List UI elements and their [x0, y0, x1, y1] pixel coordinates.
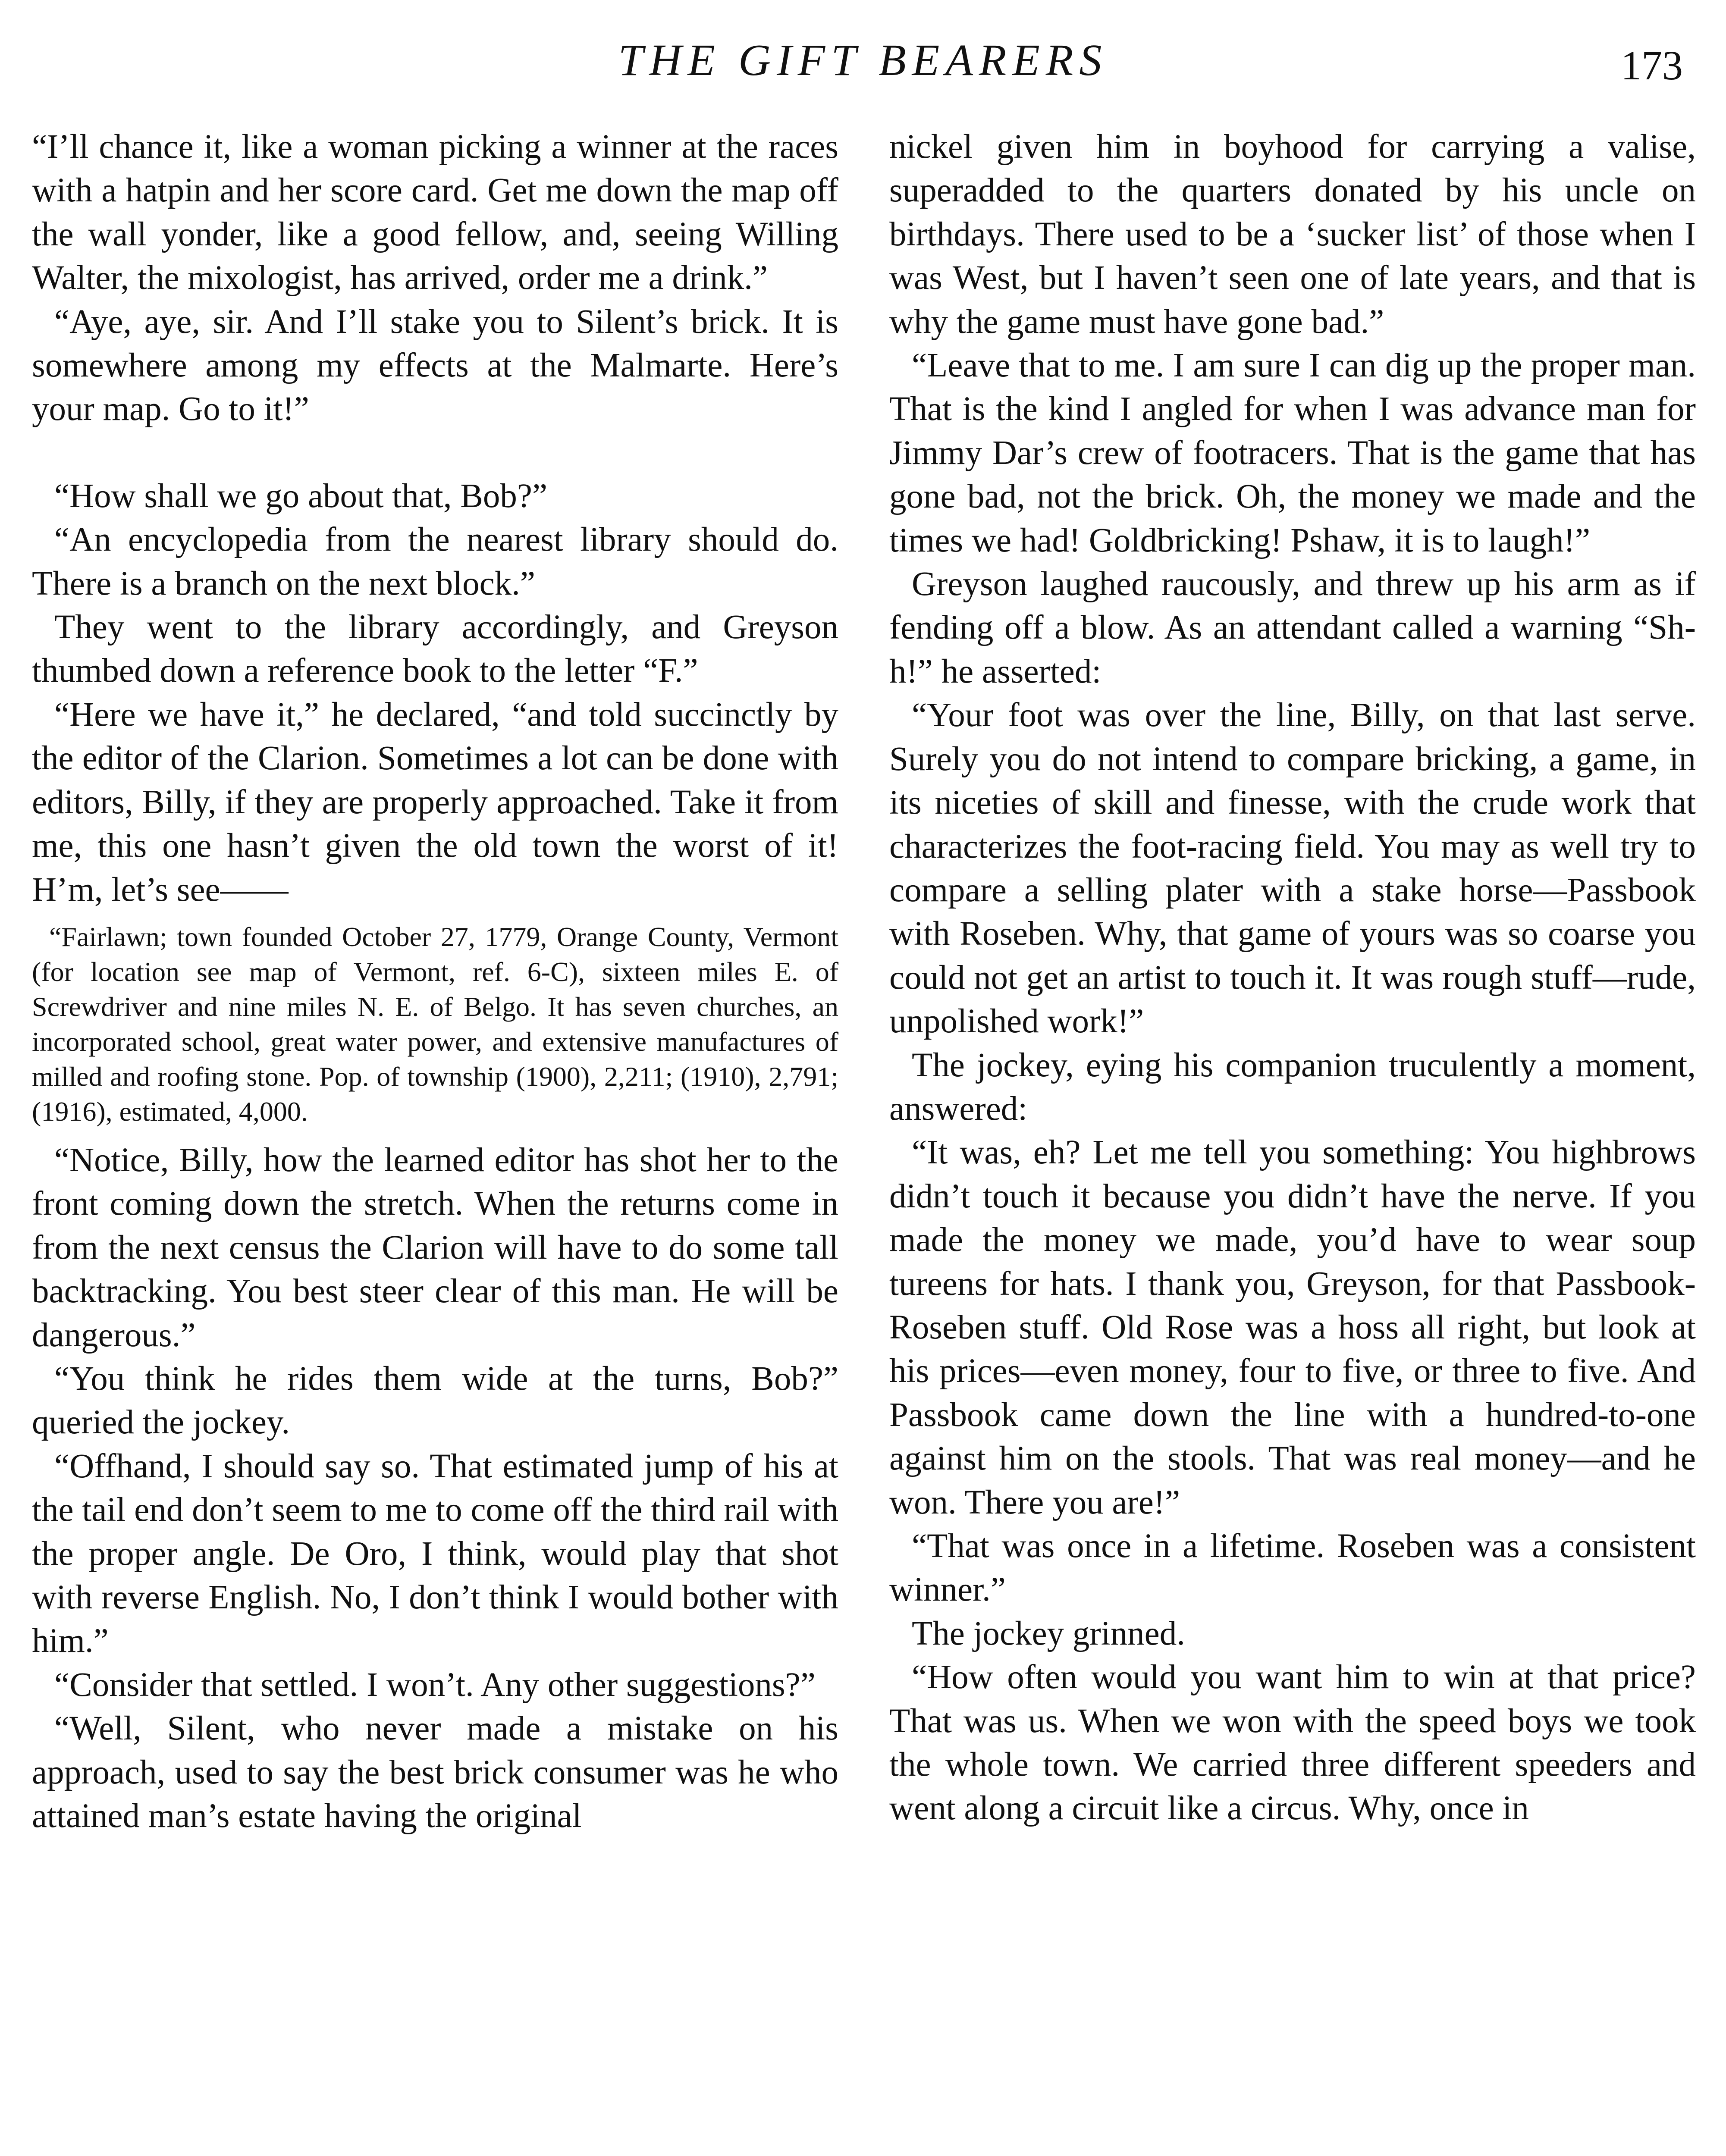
paragraph: “Here we have it,” he declared, “and told succinctly by the editor of the Clarion. Sometimes a lot can be done with editors, Billy, if they are properly approached. Take it from me, this one hasn’t given the old town the worst of it! H’m, let’s see——: [32, 696, 838, 909]
paragraph: “Leave that to me. I am sure I can dig up the proper man. That is the kind I angled for when I was advance man for Jimmy Dar’s crew of footracers. That is the game that has gone bad, not the brick. Oh, the money we made and the times we had! Goldbricking! Pshaw, it is to laugh!”: [889, 347, 1696, 559]
paragraph: “It was, eh? Let me tell you something: You highbrows didn’t touch it because you didn’t have the nerve. If you made the money we made, you’d have to wear soup tureens for hats. I thank you, Greyson, for that Passbook-Roseben stuff. Old Rose was a hoss all right, but look at his prices—even money, four to five, or three to five. And Passbook came down the line with a hundred-to-one against him on the stools. That was real money—and he won. There you are!”: [889, 1134, 1696, 1521]
paragraph: “That was once in a lifetime. Roseben was a consistent winner.”: [889, 1527, 1696, 1609]
paragraph: “You think he rides them wide at the turns, Bob?” queried the jockey.: [32, 1360, 838, 1442]
paragraph: The jockey, eying his companion truculently a moment, answered:: [889, 1046, 1696, 1128]
right-column: [889, 125, 1696, 1830]
paragraph: “I’ll chance it, like a woman picking a winner at the races with a hatpin and her score card. Get me down the map off the wall yonder, like a good fellow, and, seeing Willing Walter, the mixologist, has arrived, order me a drink.”: [32, 128, 838, 297]
left-column: [32, 125, 838, 1838]
paragraph: They went to the library accordingly, and Greyson thumbed down a reference book to the letter “F.”: [32, 608, 838, 690]
paragraph: Greyson laughed raucously, and threw up his arm as if fending off a blow. As an attendant called a warning “Sh-h!” he asserted:: [889, 565, 1696, 690]
paragraph: “How shall we go about that, Bob?”: [54, 477, 548, 515]
paragraph: “Notice, Billy, how the learned editor has shot her to the front coming down the stretch. When the returns come in from the next census the Clarion will have to do some tall backtracking. You best steer clear of this man. He will be dangerous.”: [32, 1141, 838, 1354]
paragraph: The jockey grinned.: [912, 1614, 1185, 1652]
paragraph: “Consider that settled. I won’t. Any other suggestions?”: [54, 1666, 816, 1704]
paragraph: “Offhand, I should say so. That estimated jump of his at the tail end don’t seem to me to come off the third rail with the proper angle. De Oro, I think, would play that shot with reverse English. No, I don’t think I would bother with him.”: [32, 1447, 838, 1660]
running-title: THE GIFT BEARERS: [618, 35, 1108, 85]
paragraph: “Well, Silent, who never made a mistake on his approach, used to say the best brick consumer was he who attained man’s estate having the original: [32, 1710, 838, 1835]
paragraph: “An encyclopedia from the nearest library should do. There is a branch on the next block.”: [32, 521, 838, 602]
paragraph: “Your foot was over the line, Billy, on that last serve. Surely you do not intend to compare bricking, a game, in its niceties of skill and finesse, with the crude work that characterizes the foot-racing field. You may as well try to compare a selling plater with a stake horse—Passbook with Roseben. Why, that game of yours was so coarse you could not get an artist to touch it. It was rough stuff—rude, unpolished work!”: [889, 696, 1696, 1040]
page-number: 173: [1621, 42, 1683, 88]
paragraph: nickel given him in boyhood for carrying a valise, superadded to the quarters donated by his uncle on birthdays. There used to be a ‘sucker list’ of those when I was West, but I haven’t seen one of late years, and that is why the game must have gone bad.”: [889, 128, 1696, 341]
paragraph: “Aye, aye, sir. And I’ll stake you to Silent’s brick. It is somewhere among my effects at the Malmarte. Here’s your map. Go to it!”: [32, 303, 838, 428]
page-header: [0, 30, 1726, 108]
paragraph: “How often would you want him to win at that price? That was us. When we won with the speed boys we took the whole town. We carried three different speeders and went along a circuit like a circus. Why, once in: [889, 1658, 1696, 1827]
encyclopedia-quote: “Fairlawn; town founded October 27, 1779, Orange County, Vermont (for location see map of Vermont, ref. 6-C), sixteen miles E. of Screwdriver and nine miles N. E. of Belgo. It has seven churches, an incorporated school, great water power, and extensive manufactures of milled and roofing stone. Pop. of township (1900), 2,211; (1910), 2,791; (1916), estimated, 4,000.: [32, 921, 838, 1127]
